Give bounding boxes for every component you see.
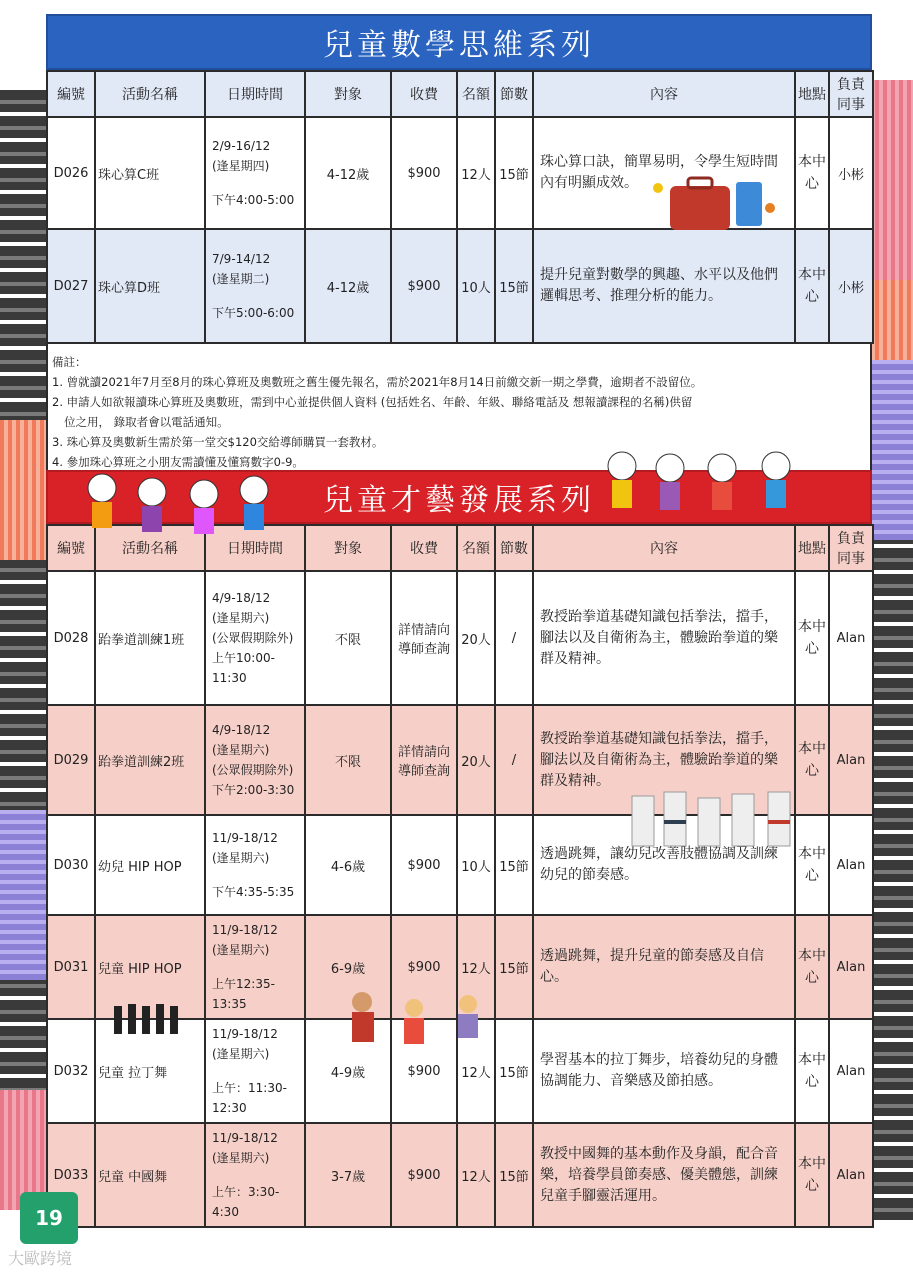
sessions: / (495, 571, 533, 705)
location: 本中心 (795, 705, 829, 815)
note-item: 4. 參加珠心算班之小朋友需讀懂及懂寫數字0-9。 (52, 455, 304, 469)
col-header: 日期時間 (205, 71, 305, 117)
content: 教授跆拳道基礎知識包括拳法，擋手，腳法以及自衛術為主，體驗跆拳道的樂群及精神。 (533, 705, 795, 815)
col-header: 節數 (495, 71, 533, 117)
fee: $900 (391, 229, 457, 343)
sessions: 15節 (495, 815, 533, 915)
quota: 12人 (457, 117, 495, 229)
fee: 詳情請向導師查詢 (391, 571, 457, 705)
code: D031 (47, 915, 95, 1019)
fee: $900 (391, 1019, 457, 1123)
time: 下午2:00-3:30 (212, 783, 295, 797)
staff: Alan (829, 571, 873, 705)
col-header: 對象 (305, 525, 391, 571)
date-range: 7/9-14/12 (212, 252, 271, 266)
kids-illustration-right (600, 448, 810, 520)
date-cell (205, 571, 305, 705)
col-header: 編號 (47, 71, 95, 117)
note-item: 2. 申請人如欲報讀珠心算班及奧數班，需到中心並提供個人資料 (包括姓名、年齡、年級、聯絡電話及 想報讀課程的名稱)供留 (52, 395, 693, 409)
staff: Alan (829, 705, 873, 815)
time: 上午：3:30-4:30 (212, 1185, 280, 1219)
staff: 小彬 (829, 229, 873, 343)
target: 不限 (305, 571, 391, 705)
date-range: 11/9-18/12 (212, 1027, 278, 1041)
time: 上午：11:30-12:30 (212, 1081, 287, 1115)
col-header: 負責同事 (829, 525, 873, 571)
content: 提升兒童對數學的興趣、水平以及他們邏輯思考、推理分析的能力。 (533, 229, 795, 343)
sessions: 15節 (495, 1123, 533, 1227)
weekday: (逢星期六) (212, 1047, 270, 1061)
location: 本中心 (795, 1123, 829, 1227)
date-cell (205, 229, 305, 343)
table-row (47, 229, 873, 343)
activity-name: 跆拳道訓練2班 (95, 705, 205, 815)
code: D029 (47, 705, 95, 815)
table-header-row (47, 71, 873, 117)
target: 6-9歲 (305, 915, 391, 1019)
content: 珠心算口訣，簡單易明，令學生短時間內有明顯成效。 (533, 117, 795, 229)
kids-illustration-left (80, 470, 280, 540)
date-range: 11/9-18/12 (212, 831, 278, 845)
left-pattern (0, 90, 46, 1210)
date-range: 4/9-18/12 (212, 591, 271, 605)
sessions: 15節 (495, 915, 533, 1019)
col-header: 負責同事 (829, 71, 873, 117)
activity-name: 珠心算C班 (95, 117, 205, 229)
section-title-math: 兒童數學思維系列 (46, 14, 872, 70)
fee: $900 (391, 815, 457, 915)
notes-heading: 備註： (52, 355, 87, 369)
col-header: 內容 (533, 71, 795, 117)
taekwondo-kids-photo (628, 780, 808, 850)
col-header: 對象 (305, 71, 391, 117)
math-supplies-illustration (650, 168, 780, 238)
col-header: 內容 (533, 525, 795, 571)
location: 本中心 (795, 229, 829, 343)
col-header: 編號 (47, 525, 95, 571)
target: 4-6歲 (305, 815, 391, 915)
fee: 詳情請向導師查詢 (391, 705, 457, 815)
arts-table (46, 524, 874, 1228)
weekday: (逢星期二) (212, 272, 270, 286)
date-range: 11/9-18/12 (212, 1131, 278, 1145)
staff: Alan (829, 1123, 873, 1227)
section-title-arts: 兒童才藝發展系列 (46, 470, 872, 524)
time: 下午4:35-5:35 (212, 885, 295, 899)
hiphop-silhouettes (110, 1000, 190, 1040)
content: 教授中國舞的基本動作及身韻，配合音樂，培養學員節奏感、優美體態，訓練兒童手腳靈活運用。 (533, 1123, 795, 1227)
date-range: 4/9-18/12 (212, 723, 271, 737)
location: 本中心 (795, 815, 829, 915)
weekday: (逢星期六) (212, 943, 270, 957)
col-header: 地點 (795, 525, 829, 571)
table-row (47, 1123, 873, 1227)
activity-name: 幼兒 HIP HOP (95, 815, 205, 915)
fee: $900 (391, 117, 457, 229)
col-header: 收費 (391, 525, 457, 571)
date-cell (205, 915, 305, 1019)
fee: $900 (391, 915, 457, 1019)
fee: $900 (391, 1123, 457, 1227)
holiday-note: (公眾假期除外) (212, 763, 294, 777)
weekday: (逢星期六) (212, 611, 270, 625)
col-header: 收費 (391, 71, 457, 117)
sessions: 15節 (495, 229, 533, 343)
date-range: 2/9-16/12 (212, 139, 271, 153)
dancing-kids-photo (338, 990, 508, 1066)
code: D032 (47, 1019, 95, 1123)
page-number: 19 (20, 1192, 78, 1244)
quota: 12人 (457, 1123, 495, 1227)
weekday: (逢星期六) (212, 1151, 270, 1165)
col-header: 活動名稱 (95, 71, 205, 117)
col-header: 活動名稱 (95, 525, 205, 571)
target: 4-9歲 (305, 1019, 391, 1123)
target: 不限 (305, 705, 391, 815)
quota: 12人 (457, 915, 495, 1019)
content: 學習基本的拉丁舞步，培養幼兒的身體協調能力、音樂感及節拍感。 (533, 1019, 795, 1123)
staff: Alan (829, 915, 873, 1019)
quota: 20人 (457, 571, 495, 705)
date-cell (205, 117, 305, 229)
location: 本中心 (795, 1019, 829, 1123)
sessions: 15節 (495, 1019, 533, 1123)
quota: 10人 (457, 815, 495, 915)
table-row (47, 571, 873, 705)
col-header: 節數 (495, 525, 533, 571)
date-cell (205, 705, 305, 815)
target: 4-12歲 (305, 229, 391, 343)
watermark-text: 大歐跨境 (8, 1249, 73, 1268)
sessions: / (495, 705, 533, 815)
quota: 20人 (457, 705, 495, 815)
activity-name: 兒童 HIP HOP (95, 915, 205, 1019)
holiday-note: (公眾假期除外) (212, 631, 294, 645)
quota: 12人 (457, 1019, 495, 1123)
activity-name: 兒童 拉丁舞 (95, 1019, 205, 1123)
date-cell (205, 1019, 305, 1123)
code: D028 (47, 571, 95, 705)
col-header: 名額 (457, 71, 495, 117)
time: 下午5:00-6:00 (212, 306, 295, 320)
activity-name: 兒童 中國舞 (95, 1123, 205, 1227)
location: 本中心 (795, 915, 829, 1019)
date-range: 11/9-18/12 (212, 923, 278, 937)
time: 下午4:00-5:00 (212, 193, 295, 207)
staff: Alan (829, 815, 873, 915)
date-cell (205, 815, 305, 915)
staff: 小彬 (829, 117, 873, 229)
content: 教授跆拳道基礎知識包括拳法，擋手，腳法以及自衛術為主，體驗跆拳道的樂群及精神。 (533, 571, 795, 705)
col-header: 日期時間 (205, 525, 305, 571)
date-cell (205, 1123, 305, 1227)
activity-name: 珠心算D班 (95, 229, 205, 343)
location: 本中心 (795, 117, 829, 229)
staff: Alan (829, 1019, 873, 1123)
activity-name: 跆拳道訓練1班 (95, 571, 205, 705)
col-header: 地點 (795, 71, 829, 117)
target: 4-12歲 (305, 117, 391, 229)
quota: 10人 (457, 229, 495, 343)
code: D027 (47, 229, 95, 343)
content: 透過跳舞，讓幼兒改善肢體協調及訓練幼兒的節奏感。 (533, 815, 795, 915)
location: 本中心 (795, 571, 829, 705)
note-item: 位之用， 錄取者會以電話通知。 (64, 415, 229, 429)
code: D026 (47, 117, 95, 229)
note-item: 1. 曾就讀2021年7月至8月的珠心算班及奧數班之舊生優先報名，需於2021年8月14日前繳交新一期之學費，逾期者不設留位。 (52, 375, 703, 389)
target: 3-7歲 (305, 1123, 391, 1227)
code: D030 (47, 815, 95, 915)
weekday: (逢星期六) (212, 743, 270, 757)
content: 透過跳舞，提升兒童的節奏感及自信心。 (533, 915, 795, 1019)
col-header: 名額 (457, 525, 495, 571)
weekday: (逢星期六) (212, 851, 270, 865)
time: 上午12:35-13:35 (212, 977, 275, 1011)
note-item: 3. 珠心算及奧數新生需於第一堂交$120交給導師購買一套教材。 (52, 435, 384, 449)
sessions: 15節 (495, 117, 533, 229)
time: 上午10:00-11:30 (212, 651, 275, 685)
weekday: (逢星期四) (212, 159, 270, 173)
code: D033 (47, 1123, 95, 1227)
